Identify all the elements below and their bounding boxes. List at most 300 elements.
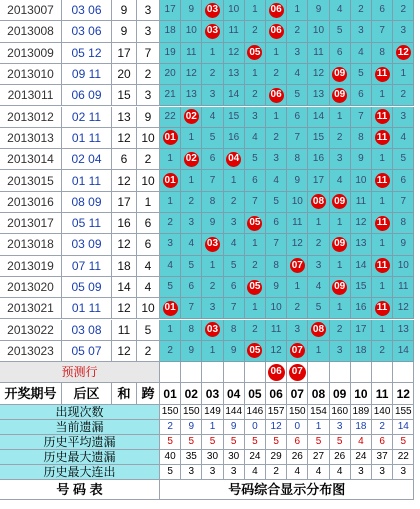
drawn-number-ball: 06 <box>269 24 284 39</box>
distribution-cell: 2 <box>308 234 329 255</box>
distribution-cell: 1 <box>372 85 393 106</box>
sum-value: 12 <box>112 298 137 319</box>
issue-number: 2013012 <box>0 107 62 128</box>
distribution-cell: 5 <box>266 192 287 213</box>
distribution-cell: 2 <box>393 0 414 21</box>
distribution-cell: 9 <box>202 213 223 234</box>
predict-cell[interactable] <box>308 362 329 383</box>
distribution-cell: 11 <box>266 320 287 341</box>
distribution-cell: 3 <box>287 320 308 341</box>
distribution-cell: 1 <box>160 320 181 341</box>
header-sum: 和 <box>112 383 137 405</box>
drawn-number-ball: 05 <box>247 343 262 358</box>
issue-number: 2013010 <box>0 64 62 85</box>
span-value: 10 <box>137 170 160 191</box>
distribution-cell: 14 <box>308 107 329 128</box>
distribution-cell: 2 <box>287 21 308 42</box>
drawn-number-ball: 09 <box>332 280 347 295</box>
stat-value: 3 <box>202 465 223 480</box>
stat-value: 27 <box>308 450 329 465</box>
sum-value: 12 <box>112 234 137 255</box>
distribution-cell: 14 <box>224 85 245 106</box>
drawn-number-ball: 11 <box>375 67 390 82</box>
sum-value: 17 <box>112 192 137 213</box>
span-value: 2 <box>137 149 160 170</box>
distribution-cell: 4 <box>330 170 351 191</box>
sum-value: 13 <box>112 107 137 128</box>
distribution-cell: 12 <box>351 213 372 234</box>
distribution-cell: 3 <box>245 107 266 128</box>
distribution-cell: 14 <box>393 341 414 362</box>
stat-label: 历史平均遗漏 <box>0 435 160 450</box>
stat-value: 3 <box>393 465 414 480</box>
stat-value: 4 <box>330 465 351 480</box>
distribution-cell <box>372 170 393 191</box>
stat-label: 当前遗漏 <box>0 420 160 435</box>
distribution-cell: 1 <box>393 64 414 85</box>
distribution-cell: 8 <box>287 149 308 170</box>
predict-row-label: 预测行 <box>0 362 160 383</box>
distribution-cell: 3 <box>160 234 181 255</box>
distribution-cell <box>202 21 223 42</box>
drawn-number-ball: 05 <box>247 280 262 295</box>
distribution-cell <box>160 298 181 319</box>
distribution-cell: 1 <box>372 320 393 341</box>
distribution-cell: 5 <box>245 149 266 170</box>
distribution-cell: 5 <box>330 21 351 42</box>
stat-value: 1 <box>202 420 223 435</box>
stat-value: 0 <box>245 420 266 435</box>
distribution-cell: 7 <box>202 170 223 191</box>
header-number-col: 12 <box>393 383 414 405</box>
distribution-cell: 2 <box>393 85 414 106</box>
footer-right-caption: 号码综合显示分布图 <box>160 480 414 500</box>
stat-value: 2 <box>266 465 287 480</box>
issue-number: 2013015 <box>0 170 62 191</box>
drawn-number-ball: 11 <box>375 301 390 316</box>
distribution-cell <box>372 213 393 234</box>
back-zone-numbers: 09 11 <box>62 64 112 85</box>
distribution-cell: 5 <box>181 256 202 277</box>
distribution-cell: 12 <box>181 64 202 85</box>
distribution-cell: 8 <box>266 256 287 277</box>
stat-label: 历史最大连出 <box>0 465 160 480</box>
predict-cell[interactable] <box>351 362 372 383</box>
distribution-cell: 1 <box>224 170 245 191</box>
span-value: 6 <box>137 213 160 234</box>
stat-value: 5 <box>330 435 351 450</box>
predicted-number-ball[interactable]: 07 <box>289 364 306 381</box>
stat-value: 3 <box>181 465 202 480</box>
drawn-number-ball: 02 <box>184 152 199 167</box>
distribution-cell: 8 <box>372 43 393 64</box>
drawn-number-ball: 11 <box>375 109 390 124</box>
distribution-cell: 11 <box>308 43 329 64</box>
distribution-cell: 2 <box>330 320 351 341</box>
distribution-cell: 1 <box>308 341 329 362</box>
distribution-cell: 3 <box>287 43 308 64</box>
stat-value: 5 <box>224 435 245 450</box>
distribution-cell: 11 <box>224 21 245 42</box>
back-zone-numbers: 01 11 <box>62 128 112 149</box>
issue-number: 2013014 <box>0 149 62 170</box>
distribution-cell: 1 <box>160 192 181 213</box>
stat-value: 24 <box>245 450 266 465</box>
distribution-cell <box>330 192 351 213</box>
distribution-cell <box>202 234 223 255</box>
distribution-cell: 15 <box>224 107 245 128</box>
stat-value: 26 <box>330 450 351 465</box>
distribution-cell: 2 <box>224 192 245 213</box>
drawn-number-ball: 01 <box>163 130 178 145</box>
distribution-cell: 21 <box>160 85 181 106</box>
distribution-cell: 9 <box>181 0 202 21</box>
distribution-cell: 6 <box>266 213 287 234</box>
back-zone-numbers: 02 04 <box>62 149 112 170</box>
predict-cell[interactable] <box>393 362 414 383</box>
distribution-cell <box>181 149 202 170</box>
header-number-col: 01 <box>160 383 181 405</box>
back-zone-numbers: 05 12 <box>62 43 112 64</box>
issue-number: 2013019 <box>0 256 62 277</box>
drawn-number-ball: 05 <box>247 45 262 60</box>
drawn-number-ball: 01 <box>163 301 178 316</box>
distribution-cell: 1 <box>266 43 287 64</box>
stat-value: 146 <box>245 405 266 420</box>
header-number-col: 06 <box>266 383 287 405</box>
distribution-cell: 9 <box>393 234 414 255</box>
distribution-cell <box>330 234 351 255</box>
sum-value: 18 <box>112 256 137 277</box>
distribution-cell: 20 <box>160 64 181 85</box>
distribution-cell <box>308 320 329 341</box>
stat-value: 154 <box>308 405 329 420</box>
span-value: 10 <box>137 128 160 149</box>
back-zone-numbers: 03 08 <box>62 320 112 341</box>
distribution-cell: 4 <box>160 256 181 277</box>
span-value: 3 <box>137 21 160 42</box>
distribution-cell: 1 <box>245 234 266 255</box>
distribution-cell <box>245 341 266 362</box>
distribution-cell: 5 <box>393 149 414 170</box>
distribution-cell: 10 <box>351 170 372 191</box>
stat-label: 历史最大遗漏 <box>0 450 160 465</box>
drawn-number-ball: 11 <box>375 173 390 188</box>
sum-value: 15 <box>112 85 137 106</box>
distribution-cell: 10 <box>287 192 308 213</box>
stat-value: 5 <box>181 435 202 450</box>
stat-value: 18 <box>351 420 372 435</box>
drawn-number-ball: 03 <box>205 237 220 252</box>
stat-value: 150 <box>181 405 202 420</box>
sum-value: 6 <box>112 149 137 170</box>
predict-cell[interactable] <box>202 362 223 383</box>
distribution-cell: 4 <box>202 107 223 128</box>
distribution-cell: 9 <box>181 341 202 362</box>
sum-value: 16 <box>112 213 137 234</box>
sum-value: 14 <box>112 277 137 298</box>
span-value: 6 <box>137 234 160 255</box>
distribution-cell <box>372 64 393 85</box>
header-span: 跨 <box>137 383 160 405</box>
distribution-cell: 1 <box>287 0 308 21</box>
distribution-cell: 8 <box>202 192 223 213</box>
distribution-cell <box>393 43 414 64</box>
stat-label: 出现次数 <box>0 405 160 420</box>
distribution-cell: 2 <box>245 320 266 341</box>
issue-number: 2013017 <box>0 213 62 234</box>
distribution-cell: 2 <box>160 341 181 362</box>
back-zone-numbers: 01 11 <box>62 170 112 191</box>
distribution-cell: 15 <box>308 128 329 149</box>
stat-value: 160 <box>330 405 351 420</box>
distribution-cell: 12 <box>224 43 245 64</box>
distribution-cell: 2 <box>202 277 223 298</box>
distribution-cell: 12 <box>266 341 287 362</box>
header-issue: 开奖期号 <box>0 383 62 405</box>
distribution-cell <box>224 149 245 170</box>
span-value: 1 <box>137 192 160 213</box>
distribution-cell: 6 <box>330 43 351 64</box>
distribution-cell: 2 <box>372 341 393 362</box>
drawn-number-ball: 09 <box>332 194 347 209</box>
distribution-cell: 18 <box>160 21 181 42</box>
span-value: 3 <box>137 85 160 106</box>
distribution-cell: 1 <box>372 192 393 213</box>
stat-value: 140 <box>372 405 393 420</box>
stat-value: 157 <box>266 405 287 420</box>
distribution-cell: 18 <box>351 341 372 362</box>
distribution-cell: 2 <box>245 85 266 106</box>
predict-cell[interactable] <box>181 362 202 383</box>
distribution-cell: 7 <box>181 298 202 319</box>
distribution-cell: 7 <box>224 298 245 319</box>
drawn-number-ball: 11 <box>375 130 390 145</box>
back-zone-numbers: 06 09 <box>62 85 112 106</box>
distribution-cell: 1 <box>202 256 223 277</box>
drawn-number-ball: 03 <box>205 322 220 337</box>
distribution-cell: 12 <box>287 234 308 255</box>
distribution-cell <box>245 213 266 234</box>
distribution-cell: 7 <box>287 128 308 149</box>
predict-cell[interactable] <box>330 362 351 383</box>
distribution-cell <box>372 256 393 277</box>
distribution-cell: 2 <box>202 64 223 85</box>
predicted-number-ball[interactable]: 06 <box>268 364 285 381</box>
distribution-cell: 13 <box>224 64 245 85</box>
sum-value: 11 <box>112 320 137 341</box>
distribution-cell: 4 <box>393 128 414 149</box>
distribution-cell: 1 <box>245 0 266 21</box>
distribution-cell <box>181 107 202 128</box>
distribution-cell: 6 <box>287 107 308 128</box>
sum-value: 12 <box>112 128 137 149</box>
distribution-cell: 10 <box>266 298 287 319</box>
distribution-cell: 10 <box>393 256 414 277</box>
drawn-number-ball: 02 <box>184 109 199 124</box>
back-zone-numbers: 05 09 <box>62 277 112 298</box>
distribution-cell: 9 <box>351 149 372 170</box>
distribution-cell: 13 <box>181 85 202 106</box>
distribution-cell: 1 <box>372 234 393 255</box>
header-number-col: 04 <box>224 383 245 405</box>
issue-number: 2013018 <box>0 234 62 255</box>
distribution-cell: 4 <box>181 234 202 255</box>
stat-value: 5 <box>245 435 266 450</box>
distribution-cell <box>160 128 181 149</box>
stat-value: 4 <box>351 435 372 450</box>
distribution-cell: 9 <box>266 277 287 298</box>
distribution-cell: 2 <box>266 128 287 149</box>
issue-number: 2013013 <box>0 128 62 149</box>
header-number-col: 02 <box>181 383 202 405</box>
stat-value: 149 <box>202 405 223 420</box>
sum-value: 17 <box>112 43 137 64</box>
stat-value: 5 <box>393 435 414 450</box>
predict-cell[interactable] <box>224 362 245 383</box>
distribution-cell <box>372 298 393 319</box>
drawn-number-ball: 11 <box>375 216 390 231</box>
stat-value: 4 <box>308 465 329 480</box>
distribution-cell: 8 <box>393 213 414 234</box>
distribution-cell: 4 <box>287 64 308 85</box>
span-value: 7 <box>137 43 160 64</box>
distribution-cell: 16 <box>224 128 245 149</box>
distribution-cell <box>266 21 287 42</box>
distribution-cell: 13 <box>393 320 414 341</box>
header-number-col: 08 <box>308 383 329 405</box>
stat-value: 5 <box>308 435 329 450</box>
span-value: 2 <box>137 341 160 362</box>
distribution-cell: 8 <box>224 320 245 341</box>
distribution-cell: 3 <box>393 107 414 128</box>
span-value: 5 <box>137 320 160 341</box>
distribution-cell: 6 <box>202 149 223 170</box>
distribution-cell: 16 <box>308 149 329 170</box>
distribution-cell: 1 <box>330 256 351 277</box>
predict-cell[interactable] <box>160 362 181 383</box>
stat-value: 14 <box>393 420 414 435</box>
footer-left-caption: 号 码 表 <box>0 480 160 500</box>
distribution-cell: 1 <box>202 43 223 64</box>
back-zone-numbers: 03 09 <box>62 234 112 255</box>
stat-value: 5 <box>266 435 287 450</box>
distribution-cell: 1 <box>330 107 351 128</box>
stat-value: 9 <box>224 420 245 435</box>
distribution-cell: 7 <box>351 107 372 128</box>
distribution-cell: 6 <box>245 170 266 191</box>
distribution-cell: 16 <box>351 298 372 319</box>
distribution-cell: 8 <box>181 320 202 341</box>
distribution-cell: 7 <box>393 192 414 213</box>
distribution-cell <box>372 107 393 128</box>
distribution-cell: 11 <box>351 192 372 213</box>
predict-cell[interactable] <box>372 362 393 383</box>
distribution-cell: 5 <box>224 256 245 277</box>
distribution-cell: 1 <box>372 149 393 170</box>
distribution-cell: 3 <box>181 213 202 234</box>
distribution-cell: 6 <box>181 277 202 298</box>
stat-value: 4 <box>245 465 266 480</box>
drawn-number-ball: 08 <box>311 194 326 209</box>
stat-value: 22 <box>393 450 414 465</box>
drawn-number-ball: 03 <box>205 24 220 39</box>
sum-value: 12 <box>112 341 137 362</box>
distribution-cell <box>330 64 351 85</box>
header-number-col: 09 <box>330 383 351 405</box>
distribution-cell: 17 <box>308 170 329 191</box>
distribution-cell: 3 <box>330 341 351 362</box>
distribution-cell: 2 <box>330 128 351 149</box>
span-value: 4 <box>137 256 160 277</box>
distribution-cell: 1 <box>287 277 308 298</box>
distribution-cell: 3 <box>266 149 287 170</box>
distribution-cell: 6 <box>351 85 372 106</box>
stat-value: 3 <box>351 465 372 480</box>
stat-value: 30 <box>224 450 245 465</box>
distribution-cell: 12 <box>393 298 414 319</box>
distribution-cell: 11 <box>287 213 308 234</box>
distribution-cell: 10 <box>308 21 329 42</box>
distribution-cell: 1 <box>160 149 181 170</box>
distribution-cell <box>266 85 287 106</box>
back-zone-numbers: 08 09 <box>62 192 112 213</box>
distribution-cell <box>330 85 351 106</box>
predict-cell[interactable] <box>245 362 266 383</box>
distribution-cell: 2 <box>181 192 202 213</box>
drawn-number-ball: 06 <box>269 88 284 103</box>
stat-value: 150 <box>287 405 308 420</box>
drawn-number-ball: 11 <box>375 258 390 273</box>
back-zone-numbers: 05 11 <box>62 213 112 234</box>
distribution-cell: 9 <box>224 341 245 362</box>
distribution-cell: 3 <box>202 85 223 106</box>
drawn-number-ball: 05 <box>247 216 262 231</box>
issue-number: 2013016 <box>0 192 62 213</box>
header-number-col: 05 <box>245 383 266 405</box>
distribution-cell: 7 <box>372 21 393 42</box>
distribution-cell: 1 <box>330 213 351 234</box>
drawn-number-ball: 01 <box>163 173 178 188</box>
distribution-cell: 4 <box>351 43 372 64</box>
distribution-cell: 6 <box>372 0 393 21</box>
stat-value: 155 <box>393 405 414 420</box>
distribution-cell: 13 <box>351 234 372 255</box>
stat-value: 2 <box>372 420 393 435</box>
span-value: 3 <box>137 0 160 21</box>
stat-value: 29 <box>266 450 287 465</box>
distribution-cell: 5 <box>202 128 223 149</box>
distribution-cell: 4 <box>330 0 351 21</box>
predict-cell[interactable] <box>266 362 287 383</box>
distribution-cell: 4 <box>266 170 287 191</box>
distribution-cell: 2 <box>160 213 181 234</box>
stat-value: 2 <box>160 420 181 435</box>
distribution-cell: 12 <box>308 64 329 85</box>
issue-number: 2013007 <box>0 0 62 21</box>
issue-number: 2013008 <box>0 21 62 42</box>
distribution-cell: 2 <box>266 64 287 85</box>
predict-cell[interactable] <box>287 362 308 383</box>
sum-value: 12 <box>112 170 137 191</box>
header-number-col: 07 <box>287 383 308 405</box>
issue-number: 2013011 <box>0 85 62 106</box>
header-number-col: 03 <box>202 383 223 405</box>
stat-value: 6 <box>372 435 393 450</box>
header-number-col: 10 <box>351 383 372 405</box>
distribution-cell <box>202 0 223 21</box>
stat-value: 9 <box>181 420 202 435</box>
